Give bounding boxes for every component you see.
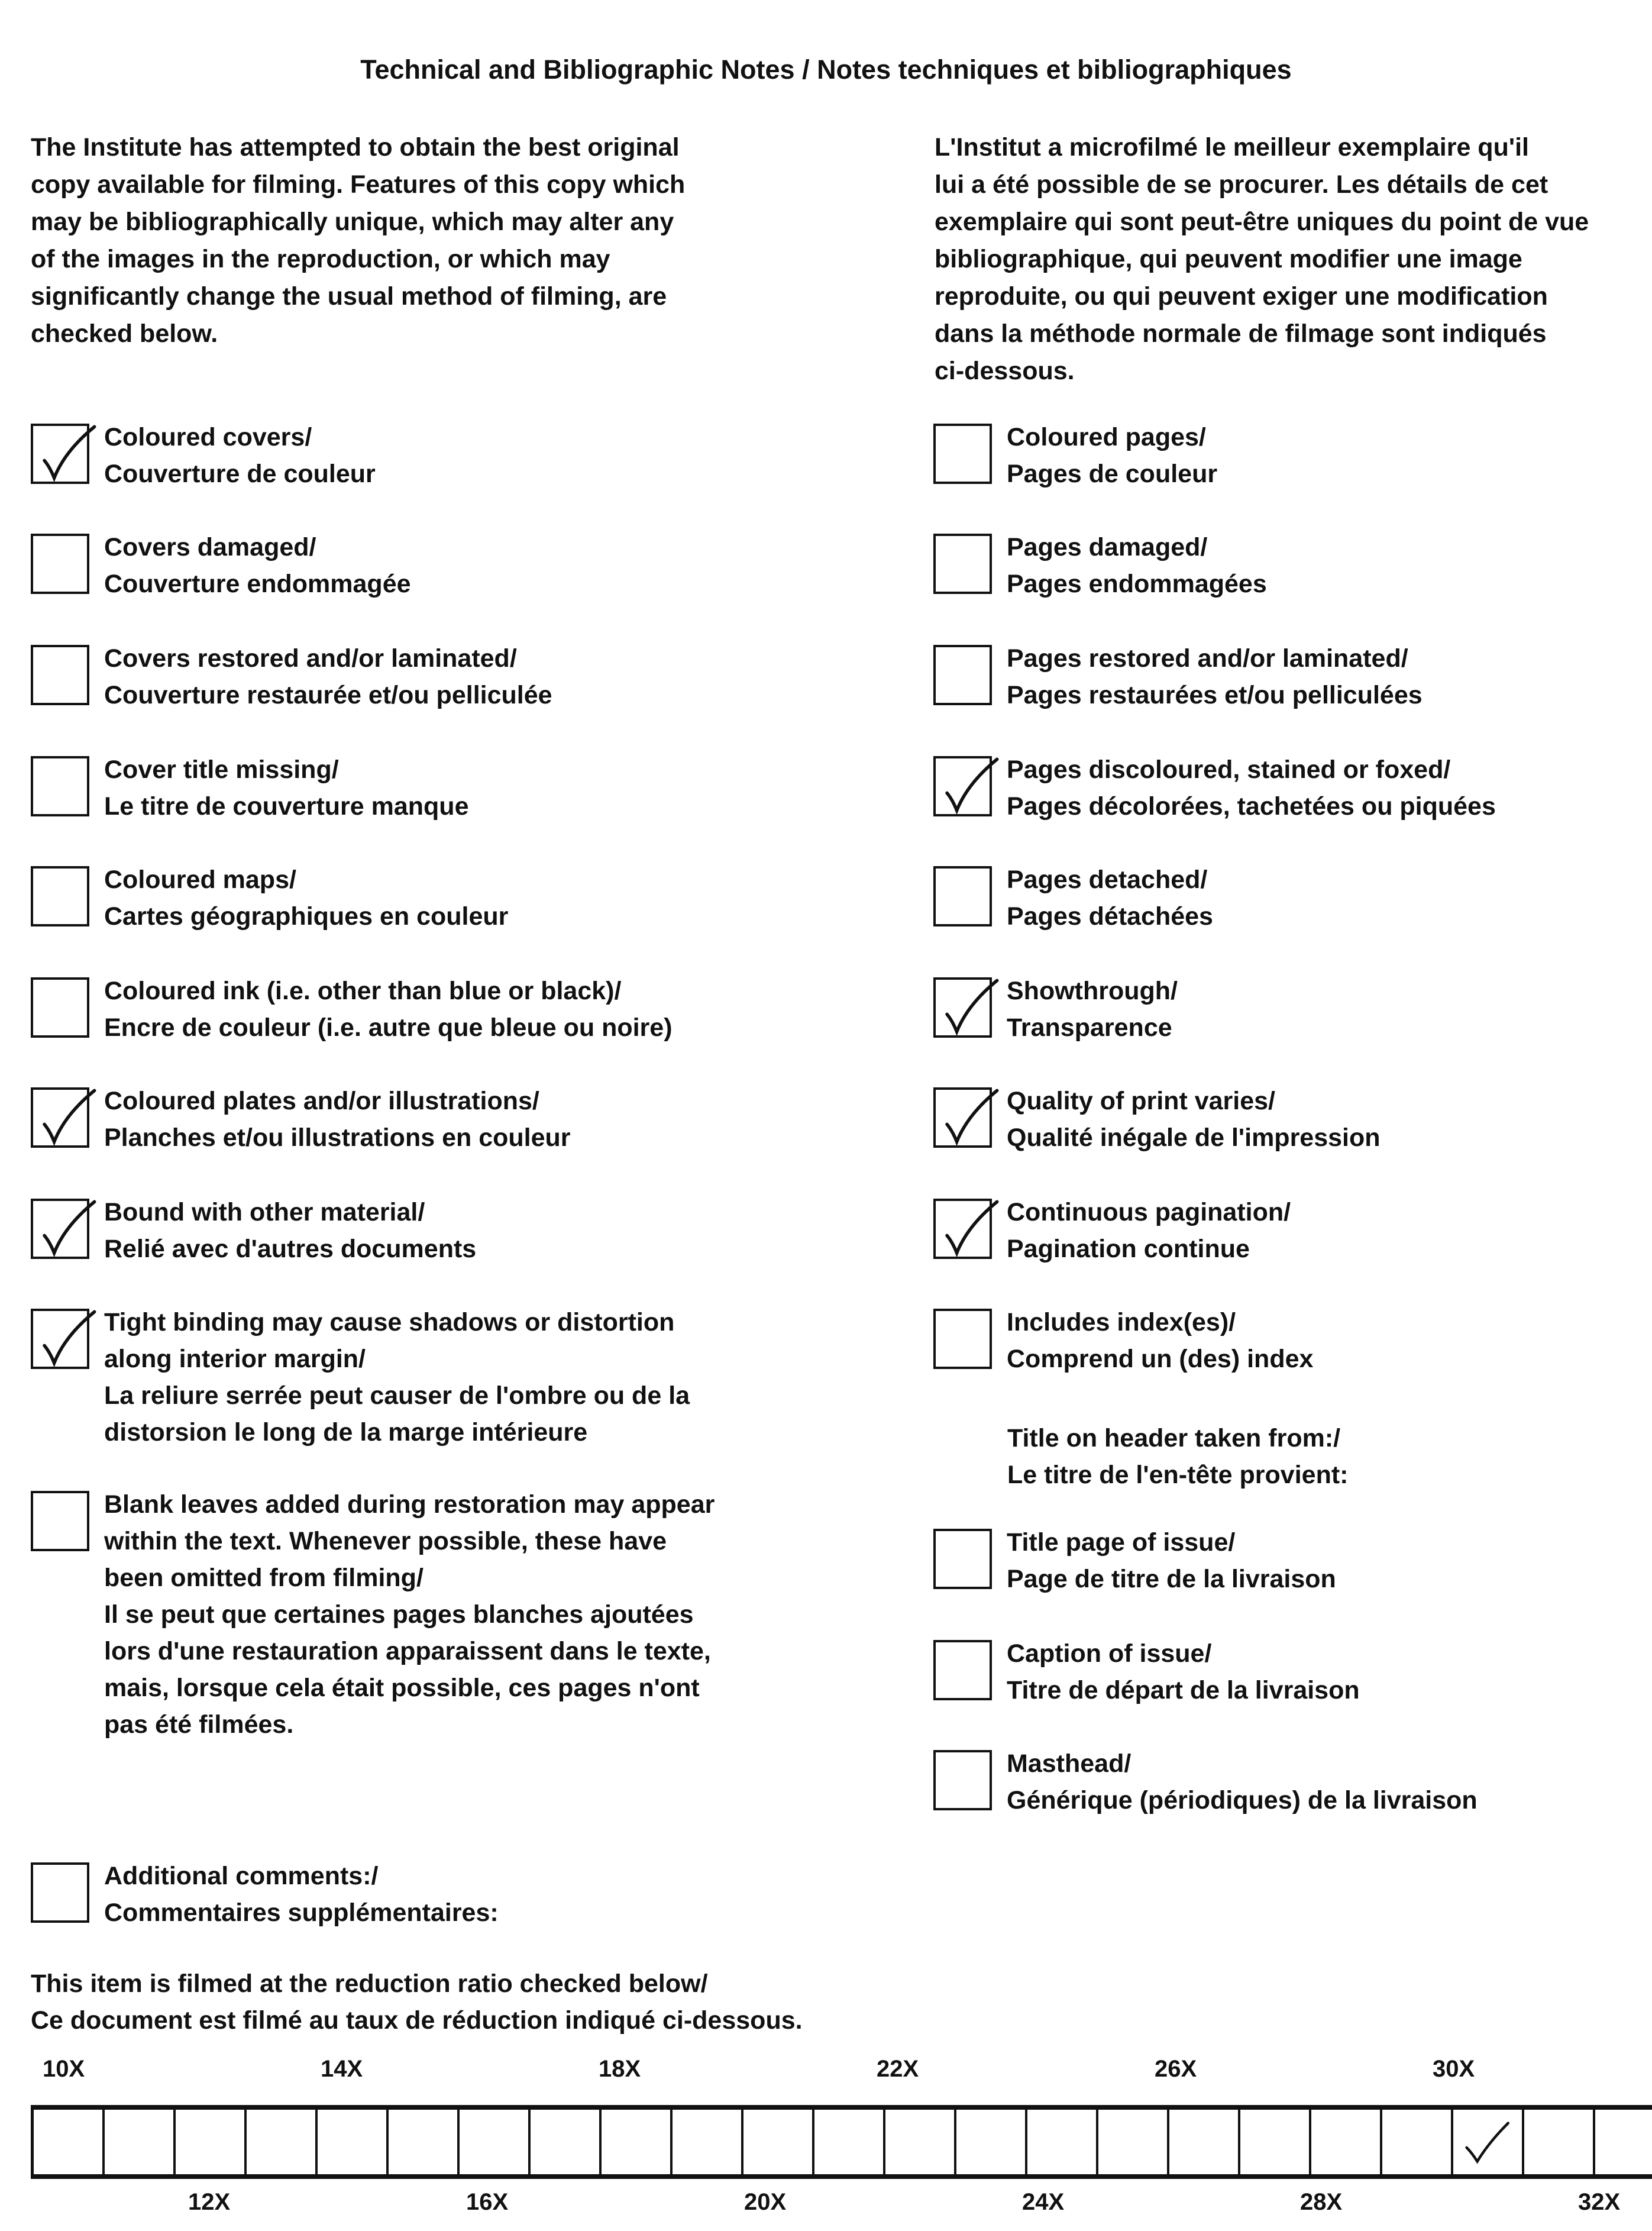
label-line: mais, lorsque cela était possible, ces pages n'ont: [104, 1674, 700, 1702]
item-label: [104, 1486, 802, 1743]
intro-line: ci-dessous.: [935, 357, 1075, 385]
label-line: Couverture endommagée: [104, 570, 411, 598]
checkmark-icon: [940, 1202, 995, 1260]
item-label: [104, 640, 802, 713]
label-line: Coloured covers/: [104, 423, 312, 451]
label-line: within the text. Whenever possible, these have: [104, 1527, 667, 1555]
checkbox[interactable]: [933, 1640, 992, 1700]
ratio-cell[interactable]: [1240, 2110, 1311, 2174]
ratio-cell[interactable]: [1169, 2110, 1240, 2174]
item-label: [1007, 1083, 1652, 1156]
header-note: [1007, 1420, 1348, 1493]
item-label: [1007, 419, 1652, 492]
checkbox[interactable]: [31, 756, 89, 816]
label-line: Couverture de couleur: [104, 460, 376, 488]
note-line: Le titre de l'en-tête provient:: [1007, 1461, 1349, 1489]
ratio-cell[interactable]: [1098, 2110, 1169, 2174]
checkbox[interactable]: [933, 424, 992, 484]
ratio-cell[interactable]: [956, 2110, 1027, 2174]
label-line: Coloured plates and/or illustrations/: [104, 1087, 539, 1115]
label-line: Pages détachées: [1007, 902, 1213, 931]
ratio-cell[interactable]: [460, 2110, 531, 2174]
item-label: [104, 861, 802, 935]
ratio-label-bottom: 12X: [188, 2189, 231, 2215]
label-line: Covers restored and/or laminated/: [104, 644, 517, 673]
label-line: Cover title missing/: [104, 755, 339, 784]
checkbox[interactable]: [31, 534, 89, 594]
label-line: Commentaires supplémentaires:: [104, 1899, 499, 1927]
item-label: [104, 419, 802, 492]
checkbox[interactable]: [31, 1199, 89, 1259]
item-label: [104, 1304, 802, 1451]
page-title: Technical and Bibliographic Notes / Notes techniques et bibliographiques: [360, 54, 1292, 85]
label-line: Masthead/: [1007, 1749, 1131, 1778]
intro-line: checked below.: [31, 319, 218, 348]
label-line: Générique (périodiques) de la livraison: [1007, 1786, 1478, 1814]
intro-line: may be bibliographically unique, which may alter any: [31, 208, 674, 236]
ratio-cell[interactable]: [247, 2110, 318, 2174]
label-line: Planches et/ou illustrations en couleur: [104, 1123, 571, 1152]
checkbox[interactable]: [933, 756, 992, 816]
checkbox[interactable]: [31, 1309, 89, 1369]
checkmark-icon: [1459, 2116, 1512, 2169]
label-line: Continuous pagination/: [1007, 1198, 1291, 1226]
label-line: Title page of issue/: [1007, 1528, 1236, 1557]
label-line: Tight binding may cause shadows or distortion: [104, 1308, 675, 1336]
ratio-label-bottom: 16X: [466, 2189, 509, 2215]
checkbox[interactable]: [933, 1199, 992, 1259]
label-line: Titre de départ de la livraison: [1007, 1676, 1360, 1704]
ratio-label-top: 14X: [321, 2056, 363, 2082]
checkmark-icon: [940, 981, 995, 1039]
checkbox[interactable]: [31, 977, 89, 1038]
label-line: Comprend un (des) index: [1007, 1345, 1314, 1373]
intro-line: The Institute has attempted to obtain the best original: [31, 133, 680, 162]
label-line: Covers damaged/: [104, 533, 316, 561]
ratio-cell[interactable]: [814, 2110, 885, 2174]
label-line: Qualité inégale de l'impression: [1007, 1123, 1381, 1152]
ratio-cell[interactable]: [1524, 2110, 1595, 2174]
item-label: [104, 1194, 802, 1267]
label-line: Le titre de couverture manque: [104, 792, 469, 821]
label-line: Bound with other material/: [104, 1198, 425, 1226]
checkmark-icon: [38, 427, 92, 485]
label-line: Includes index(es)/: [1007, 1308, 1236, 1336]
intro-line: of the images in the reproduction, or which may: [31, 245, 610, 273]
checkbox[interactable]: [933, 1087, 992, 1148]
label-line: Coloured pages/: [1007, 423, 1206, 451]
ratio-cell[interactable]: [1382, 2110, 1453, 2174]
intro-french: [935, 129, 1652, 390]
item-label: [104, 973, 802, 1046]
checkbox[interactable]: [31, 1087, 89, 1148]
checkmark-icon: [38, 1312, 92, 1370]
label-line: Quality of print varies/: [1007, 1087, 1275, 1115]
note-line: Title on header taken from:/: [1007, 1424, 1341, 1452]
checkbox[interactable]: [31, 866, 89, 926]
label-line: Encre de couleur (i.e. autre que bleue ou noire): [104, 1013, 673, 1042]
ratio-cell[interactable]: [531, 2110, 602, 2174]
intro-line: L'Institut a microfilmé le meilleur exemplaire qu'il: [935, 133, 1529, 162]
label-line: Pages detached/: [1007, 866, 1208, 894]
item-label: [1007, 1304, 1652, 1377]
item-label: [1007, 751, 1652, 825]
checkbox[interactable]: [933, 1750, 992, 1810]
checkbox[interactable]: [31, 1491, 89, 1551]
intro-english: [31, 129, 794, 353]
label-line: Cartes géographiques en couleur: [104, 902, 509, 931]
label-line: Pages décolorées, tachetées ou piquées: [1007, 792, 1496, 821]
label-line: Pages endommagées: [1007, 570, 1267, 598]
item-label: [1007, 861, 1652, 935]
ratio-cell[interactable]: [673, 2110, 743, 2174]
label-line: Coloured ink (i.e. other than blue or black)/: [104, 977, 622, 1005]
item-label: [104, 1858, 802, 1931]
label-line: Pages restaurées et/ou pelliculées: [1007, 681, 1423, 709]
label-line: Pages restored and/or laminated/: [1007, 644, 1408, 673]
label-line: Relié avec d'autres documents: [104, 1235, 477, 1263]
ratio-cell[interactable]: [105, 2110, 176, 2174]
ratio-cell[interactable]: [1453, 2110, 1524, 2174]
intro-line: bibliographique, qui peuvent modifier une image: [935, 245, 1522, 273]
ratio-cell[interactable]: [885, 2110, 956, 2174]
ratio-cell[interactable]: [602, 2110, 673, 2174]
label-line: Blank leaves added during restoration may appear: [104, 1490, 715, 1519]
label-line: Couverture restaurée et/ou pelliculée: [104, 681, 552, 709]
ratio-cell[interactable]: [318, 2110, 389, 2174]
label-line: Pagination continue: [1007, 1235, 1250, 1263]
checkmark-icon: [38, 1091, 92, 1149]
ratio-label-top: 18X: [599, 2056, 641, 2082]
reduction-statement: [31, 1965, 803, 2039]
label-line: Showthrough/: [1007, 977, 1178, 1005]
intro-line: exemplaire qui sont peut-être uniques du point de vue: [935, 208, 1589, 236]
checkbox[interactable]: [933, 1529, 992, 1589]
ratio-cell[interactable]: [1311, 2110, 1382, 2174]
label-line: Pages de couleur: [1007, 460, 1218, 488]
item-label: [104, 1083, 802, 1156]
ratio-label-top: 30X: [1433, 2056, 1475, 2082]
label-line: Page de titre de la livraison: [1007, 1565, 1336, 1593]
item-label: [1007, 1745, 1652, 1819]
label-line: La reliure serrée peut causer de l'ombre ou de la: [104, 1381, 690, 1410]
label-line: Additional comments:/: [104, 1862, 379, 1890]
ratio-label-bottom: 24X: [1022, 2189, 1065, 2215]
ratio-cell[interactable]: [176, 2110, 247, 2174]
checkbox[interactable]: [933, 645, 992, 705]
checkbox[interactable]: [933, 534, 992, 594]
ratio-label-bottom: 20X: [744, 2189, 787, 2215]
item-label: [1007, 640, 1652, 713]
label-line: Il se peut que certaines pages blanches ajoutées: [104, 1600, 694, 1629]
label-line: Transparence: [1007, 1013, 1172, 1042]
reduction-line: Ce document est filmé au taux de réduction indiqué ci-dessous.: [31, 2006, 803, 2035]
label-line: Caption of issue/: [1007, 1639, 1212, 1668]
checkbox[interactable]: [933, 977, 992, 1038]
checkmark-icon: [940, 1091, 995, 1149]
ratio-label-bottom: 28X: [1300, 2189, 1343, 2215]
intro-line: dans la méthode normale de filmage sont indiqués: [935, 319, 1547, 348]
ratio-cell[interactable]: [34, 2110, 105, 2174]
reduction-line: This item is filmed at the reduction ratio checked below/: [31, 1970, 708, 1998]
label-line: Pages damaged/: [1007, 533, 1208, 561]
item-label: [1007, 1524, 1652, 1597]
checkmark-icon: [940, 760, 995, 818]
ratio-cell[interactable]: [1595, 2110, 1652, 2174]
label-line: Coloured maps/: [104, 866, 296, 894]
label-line: along interior margin/: [104, 1345, 366, 1373]
item-label: [104, 529, 802, 602]
ratio-label-top: 26X: [1155, 2056, 1197, 2082]
checkbox[interactable]: [933, 866, 992, 926]
label-line: been omitted from filming/: [104, 1564, 423, 1592]
ratio-label-top: 22X: [877, 2056, 919, 2082]
ratio-cell[interactable]: [389, 2110, 460, 2174]
intro-line: significantly change the usual method of filming, are: [31, 282, 667, 311]
checkbox[interactable]: [31, 645, 89, 705]
checkbox[interactable]: [933, 1309, 992, 1369]
intro-line: reproduite, ou qui peuvent exiger une modification: [935, 282, 1548, 311]
intro-line: lui a été possible de se procurer. Les détails de cet: [935, 170, 1548, 199]
item-label: [104, 751, 802, 825]
item-label: [1007, 1194, 1652, 1267]
ratio-label-bottom: 32X: [1578, 2189, 1621, 2215]
item-label: [1007, 973, 1652, 1046]
checkmark-icon: [38, 1202, 92, 1260]
reduction-ratio-grid: [31, 2105, 1652, 2179]
label-line: pas été filmées.: [104, 1710, 294, 1739]
label-line: Pages discoloured, stained or foxed/: [1007, 755, 1451, 784]
ratio-cell[interactable]: [743, 2110, 814, 2174]
ratio-label-top: 10X: [43, 2056, 85, 2082]
item-label: [1007, 1635, 1652, 1709]
checkbox[interactable]: [31, 1862, 89, 1923]
label-line: lors d'une restauration apparaissent dans le texte,: [104, 1637, 711, 1665]
item-label: [1007, 529, 1652, 602]
checkbox[interactable]: [31, 424, 89, 484]
ratio-cell[interactable]: [1027, 2110, 1098, 2174]
intro-line: copy available for filming. Features of this copy which: [31, 170, 686, 199]
label-line: distorsion le long de la marge intérieure: [104, 1418, 588, 1447]
